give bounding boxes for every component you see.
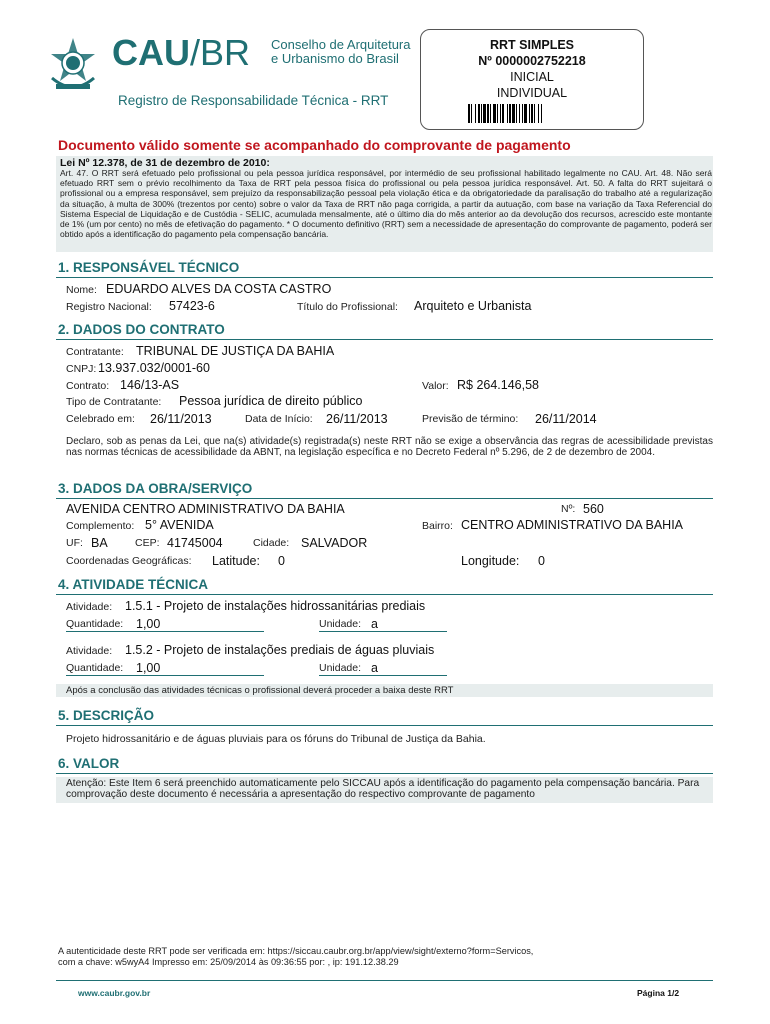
section-4-title: 4. ATIVIDADE TÉCNICA: [58, 577, 209, 592]
tipo-label: Tipo de Contratante:: [66, 396, 162, 408]
logo-cau-text: CAU: [112, 32, 190, 73]
unidade-2-field: [319, 661, 447, 676]
section-1-rule: [56, 277, 713, 278]
logo-slash: /: [190, 32, 201, 73]
contratante-value: TRIBUNAL DE JUSTIÇA DA BAHIA: [136, 344, 335, 358]
footer-website-link[interactable]: www.caubr.gov.br: [78, 988, 151, 998]
conselho-line-1: Conselho de Arquitetura: [271, 37, 411, 52]
longitude-value: 0: [538, 554, 545, 568]
cep-value: 41745004: [167, 536, 223, 550]
titulo-label: Título do Profissional:: [297, 301, 398, 313]
endereco-value: AVENIDA CENTRO ADMINISTRATIVO DA BAHIA: [66, 502, 345, 516]
valor-value: R$ 264.146,58: [457, 378, 540, 392]
nome-label: Nome:: [66, 284, 97, 296]
atividade-1-value: 1.5.1 - Projeto de instalações hidrossanitárias prediais: [125, 599, 426, 613]
unidade-1-value: a: [371, 617, 378, 631]
valor-text: Atenção: Este Item 6 será preenchido automaticamente pelo SICCAU após a identificação do pagamento pela compensação bancária. Para comprovação deste documento é necessária a apresentação do respectivo comprovante de pagamento: [66, 778, 700, 800]
acessibilidade-declaration: Declaro, sob as penas da Lei, que na(s) atividade(s) registrada(s) neste RRT não se exige a observância das regras de acessibilidade previstas nas normas técnicas de acessibilidade da ABNT, na legislação específica e no Decreto Federal nº 5.296, de 2 de dezembro de 2004.: [66, 436, 713, 458]
section-4-rule: [56, 594, 713, 595]
conselho-line-2: e Urbanismo do Brasil: [271, 51, 399, 66]
lei-text: Art. 47. O RRT será efetuado pelo profissional ou pela pessoa jurídica responsável, por intermédio de seu profissional habilitado legalmente no CAU. Art. 48. Não será efetuado RRT sem o prévio recolhimento da Taxa de RRT pela pessoa física do profissional ou pela pessoa jurídica responsável. Art. 50. A falta do RRT sujeitará o profissional ou a empresa responsável, sem prejuízo da responsabilização pessoal pela violação ética e da obrigatoriedade da paralisação do trabalho até a regularização da situação, à multa de 300% (trezentos por cento) sobre o valor da Taxa de RRT não paga corrigida, a partir da autuação, com base na variação da Taxa Referencial do Sistema Especial de Liquidação e de Custódia - SELIC, acumulada mensalmente, até o último dia do mês anterior ao da devolução dos recursos, acrescido este montante de 1% (um por cento) no mês de efetivação do pagamento. * O documento definitivo (RRT) sem a necessidade de apresentação do comprovante de pagamento, poderá ser obtido após a identificação do pagamento pela compensação bancária.: [60, 168, 712, 240]
section-2-rule: [56, 339, 713, 340]
conselho-name: [271, 38, 410, 66]
section-1-title: 1. RESPONSÁVEL TÉCNICO: [58, 260, 240, 275]
section-2-title: 2. DADOS DO CONTRATO: [58, 322, 225, 337]
rrt-type: RRT SIMPLES: [489, 38, 575, 52]
latitude-value: 0: [278, 554, 285, 568]
uf-value: BA: [91, 536, 108, 550]
quantidade-2-label: Quantidade:: [66, 662, 124, 674]
inicio-label: Data de Início:: [245, 413, 313, 425]
lei-title: Lei Nº 12.378, de 31 de dezembro de 2010:: [60, 157, 270, 169]
titulo-value: Arquiteto e Urbanista: [414, 299, 532, 313]
section-5-title: 5. DESCRIÇÃO: [58, 708, 155, 723]
cnpj-value: 13.937.032/0001-60: [98, 361, 210, 375]
barcode-icon: [468, 104, 596, 123]
numero-value: 560: [583, 502, 604, 516]
bairro-value: CENTRO ADMINISTRATIVO DA BAHIA: [461, 518, 684, 532]
cidade-label: Cidade:: [253, 537, 290, 549]
unidade-1-label: Unidade:: [319, 618, 362, 630]
celebrado-label: Celebrado em:: [66, 413, 135, 425]
autenticidade-text: [58, 946, 533, 968]
section-6-rule: [56, 773, 713, 774]
quantidade-2-value: 1,00: [136, 661, 161, 675]
footer-rule: [56, 980, 713, 981]
rrt-status: INICIAL: [510, 70, 554, 84]
section-6-title: 6. VALOR: [58, 756, 120, 771]
quantidade-1-value: 1,00: [136, 617, 161, 631]
cnpj-label: CNPJ:: [66, 363, 97, 375]
cau-logo: [112, 33, 250, 73]
autenticidade-line-2: com a chave: w5wyA4 Impresso em: 25/09/2014 às 09:36:55 por: , ip: 191.12.38.29: [58, 957, 399, 967]
cidade-value: SALVADOR: [301, 536, 368, 550]
baixa-note: Após a conclusão das atividades técnicas o profissional deverá proceder a baixa deste RRT: [66, 685, 454, 696]
nome-value: EDUARDO ALVES DA COSTA CASTRO: [106, 282, 332, 296]
contratante-label: Contratante:: [66, 346, 124, 358]
page-number: Página 1/2: [637, 988, 680, 998]
brasil-coat-of-arms-icon: [44, 36, 102, 94]
uf-label: UF:: [66, 537, 83, 549]
unidade-2-value: a: [371, 661, 378, 675]
unidade-2-label: Unidade:: [319, 662, 362, 674]
previsao-value: 26/11/2014: [535, 412, 597, 426]
quantidade-1-field: [66, 617, 264, 632]
longitude-label: Longitude:: [461, 554, 520, 568]
quantidade-1-label: Quantidade:: [66, 618, 124, 630]
contrato-value: 146/13-AS: [120, 378, 180, 392]
atividade-1-label: Atividade:: [66, 601, 113, 613]
quantidade-2-field: [66, 661, 264, 676]
bairro-label: Bairro:: [422, 520, 453, 532]
atividade-2-label: Atividade:: [66, 645, 113, 657]
celebrado-value: 26/11/2013: [150, 412, 212, 426]
atividade-2-value: 1.5.2 - Projeto de instalações prediais de águas pluviais: [125, 643, 435, 657]
previsao-label: Previsão de término:: [422, 413, 519, 425]
contrato-label: Contrato:: [66, 380, 110, 392]
numero-label: Nº:: [561, 503, 576, 515]
section-3-title: 3. DADOS DA OBRA/SERVIÇO: [58, 481, 253, 496]
unidade-1-field: [319, 617, 447, 632]
registro-label: Registro Nacional:: [66, 301, 152, 313]
payment-warning: Documento válido somente se acompanhado do comprovante de pagamento: [58, 137, 571, 153]
latitude-label: Latitude:: [212, 554, 260, 568]
inicio-value: 26/11/2013: [326, 412, 388, 426]
autenticidade-line-1: A autenticidade deste RRT pode ser verificada em: https://siccau.caubr.org.br/app/view/sight/externo?form=Servicos,: [58, 946, 534, 956]
rrt-modality: INDIVIDUAL: [496, 86, 568, 100]
descricao-text: Projeto hidrossanitário e de águas pluviais para os fóruns do Tribunal de Justiça da Bahia.: [66, 733, 486, 745]
complemento-value: 5° AVENIDA: [145, 518, 214, 532]
registro-value: 57423-6: [169, 299, 215, 313]
registro-title: Registro de Responsabilidade Técnica - RRT: [118, 93, 389, 108]
rrt-id-box: [420, 29, 644, 130]
logo-br: BR: [200, 32, 251, 73]
section-3-rule: [56, 498, 713, 499]
rrt-number: Nº 0000002752218: [478, 54, 586, 68]
tipo-value: Pessoa jurídica de direito público: [179, 394, 363, 408]
cep-label: CEP:: [135, 537, 160, 549]
section-5-rule: [56, 725, 713, 726]
coordenadas-label: Coordenadas Geográficas:: [66, 555, 192, 567]
valor-label: Valor:: [422, 380, 449, 392]
complemento-label: Complemento:: [66, 520, 135, 532]
